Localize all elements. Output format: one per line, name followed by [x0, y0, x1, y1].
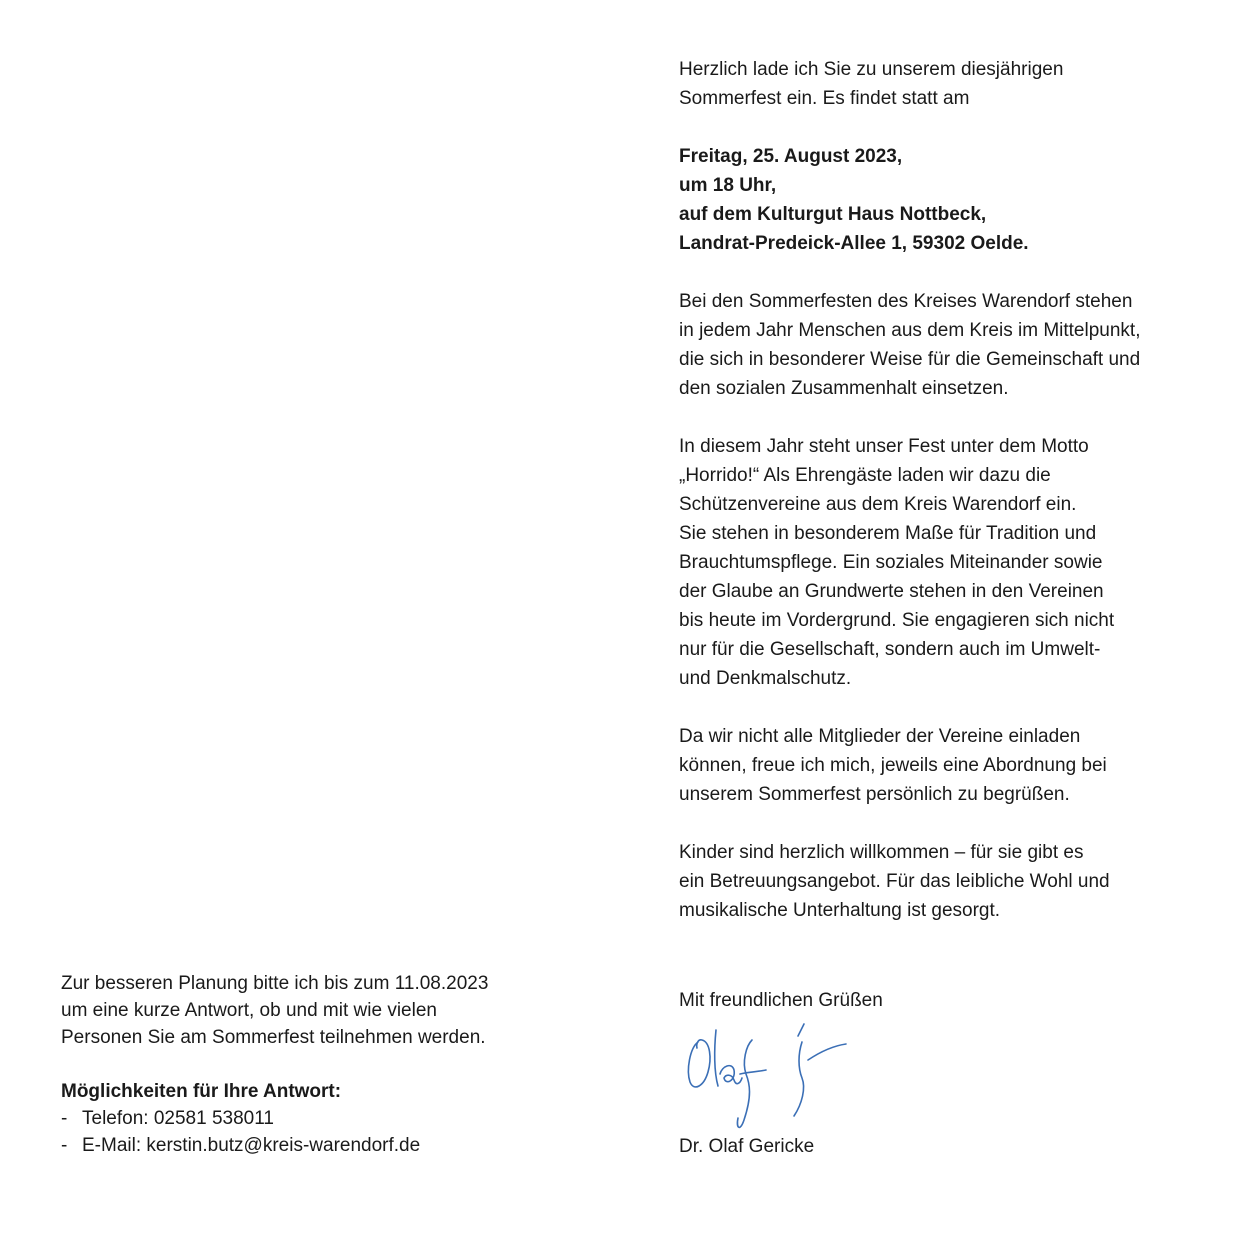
- rsvp-text-line: Zur besseren Planung bitte ich bis zum 11.08.2023: [61, 973, 489, 994]
- paragraph-children: [679, 838, 1219, 925]
- text-line: und Denkmalschutz.: [679, 668, 852, 689]
- paragraph-motto: [679, 432, 1219, 693]
- event-time: um 18 Uhr,: [679, 175, 777, 196]
- text-line: nur für die Gesellschaft, sondern auch im Umwelt-: [679, 639, 1101, 660]
- intro-paragraph: [679, 55, 1219, 113]
- text-line: musikalische Unterhaltung ist gesorgt.: [679, 900, 1001, 921]
- handwritten-signature: [680, 1000, 860, 1140]
- paragraph-honorees: [679, 287, 1219, 403]
- text-line: in jedem Jahr Menschen aus dem Kreis im Mittelpunkt,: [679, 320, 1141, 341]
- event-address: Landrat-Predeick-Allee 1, 59302 Oelde.: [679, 233, 1029, 254]
- text-line: Da wir nicht alle Mitglieder der Vereine einladen: [679, 726, 1081, 747]
- text-line: Bei den Sommerfesten des Kreises Warendorf stehen: [679, 291, 1133, 312]
- text-line: Sommerfest ein. Es findet statt am: [679, 88, 970, 109]
- paragraph-delegation: [679, 722, 1219, 809]
- rsvp-option-email: [61, 1132, 621, 1159]
- letter-body: [679, 55, 1219, 954]
- rsvp-text-line: Personen Sie am Sommerfest teilnehmen werden.: [61, 1027, 486, 1048]
- bullet-dash: -: [61, 1135, 68, 1156]
- text-line: Schützenvereine aus dem Kreis Warendorf ein.: [679, 494, 1077, 515]
- closing-greeting: Mit freundlichen Grüßen: [679, 990, 883, 1011]
- text-line: unserem Sommerfest persönlich zu begrüßen.: [679, 784, 1070, 805]
- rsvp-text-line: um eine kurze Antwort, ob und mit wie vielen: [61, 1000, 437, 1021]
- text-line: Herzlich lade ich Sie zu unserem diesjährigen: [679, 59, 1064, 80]
- bullet-dash: -: [61, 1108, 68, 1129]
- event-details: [679, 142, 1219, 258]
- email-text: E-Mail: kerstin.butz@kreis-warendorf.de: [82, 1135, 421, 1156]
- text-line: können, freue ich mich, jeweils eine Abordnung bei: [679, 755, 1107, 776]
- text-line: ein Betreuungsangebot. Für das leibliche Wohl und: [679, 871, 1110, 892]
- text-line: bis heute im Vordergrund. Sie engagieren sich nicht: [679, 610, 1115, 631]
- text-line: Sie stehen in besonderem Maße für Tradition und: [679, 523, 1097, 544]
- rsvp-option-phone: [61, 1105, 621, 1132]
- text-line: In diesem Jahr steht unser Fest unter dem Motto: [679, 436, 1089, 457]
- text-line: „Horrido!“ Als Ehrengäste laden wir dazu die: [679, 465, 1051, 486]
- rsvp-section: [61, 970, 621, 1159]
- event-date: Freitag, 25. August 2023,: [679, 146, 903, 167]
- text-line: den sozialen Zusammenhalt einsetzen.: [679, 378, 1009, 399]
- text-line: die sich in besonderer Weise für die Gemeinschaft und: [679, 349, 1141, 370]
- phone-text: Telefon: 02581 538011: [82, 1108, 274, 1129]
- text-line: Brauchtumspflege. Ein soziales Miteinander sowie: [679, 552, 1103, 573]
- signer-name: Dr. Olaf Gericke: [679, 1136, 815, 1157]
- event-venue: auf dem Kulturgut Haus Nottbeck,: [679, 204, 987, 225]
- text-line: Kinder sind herzlich willkommen – für sie gibt es: [679, 842, 1084, 863]
- rsvp-heading: Möglichkeiten für Ihre Antwort:: [61, 1081, 342, 1102]
- text-line: der Glaube an Grundwerte stehen in den Vereinen: [679, 581, 1104, 602]
